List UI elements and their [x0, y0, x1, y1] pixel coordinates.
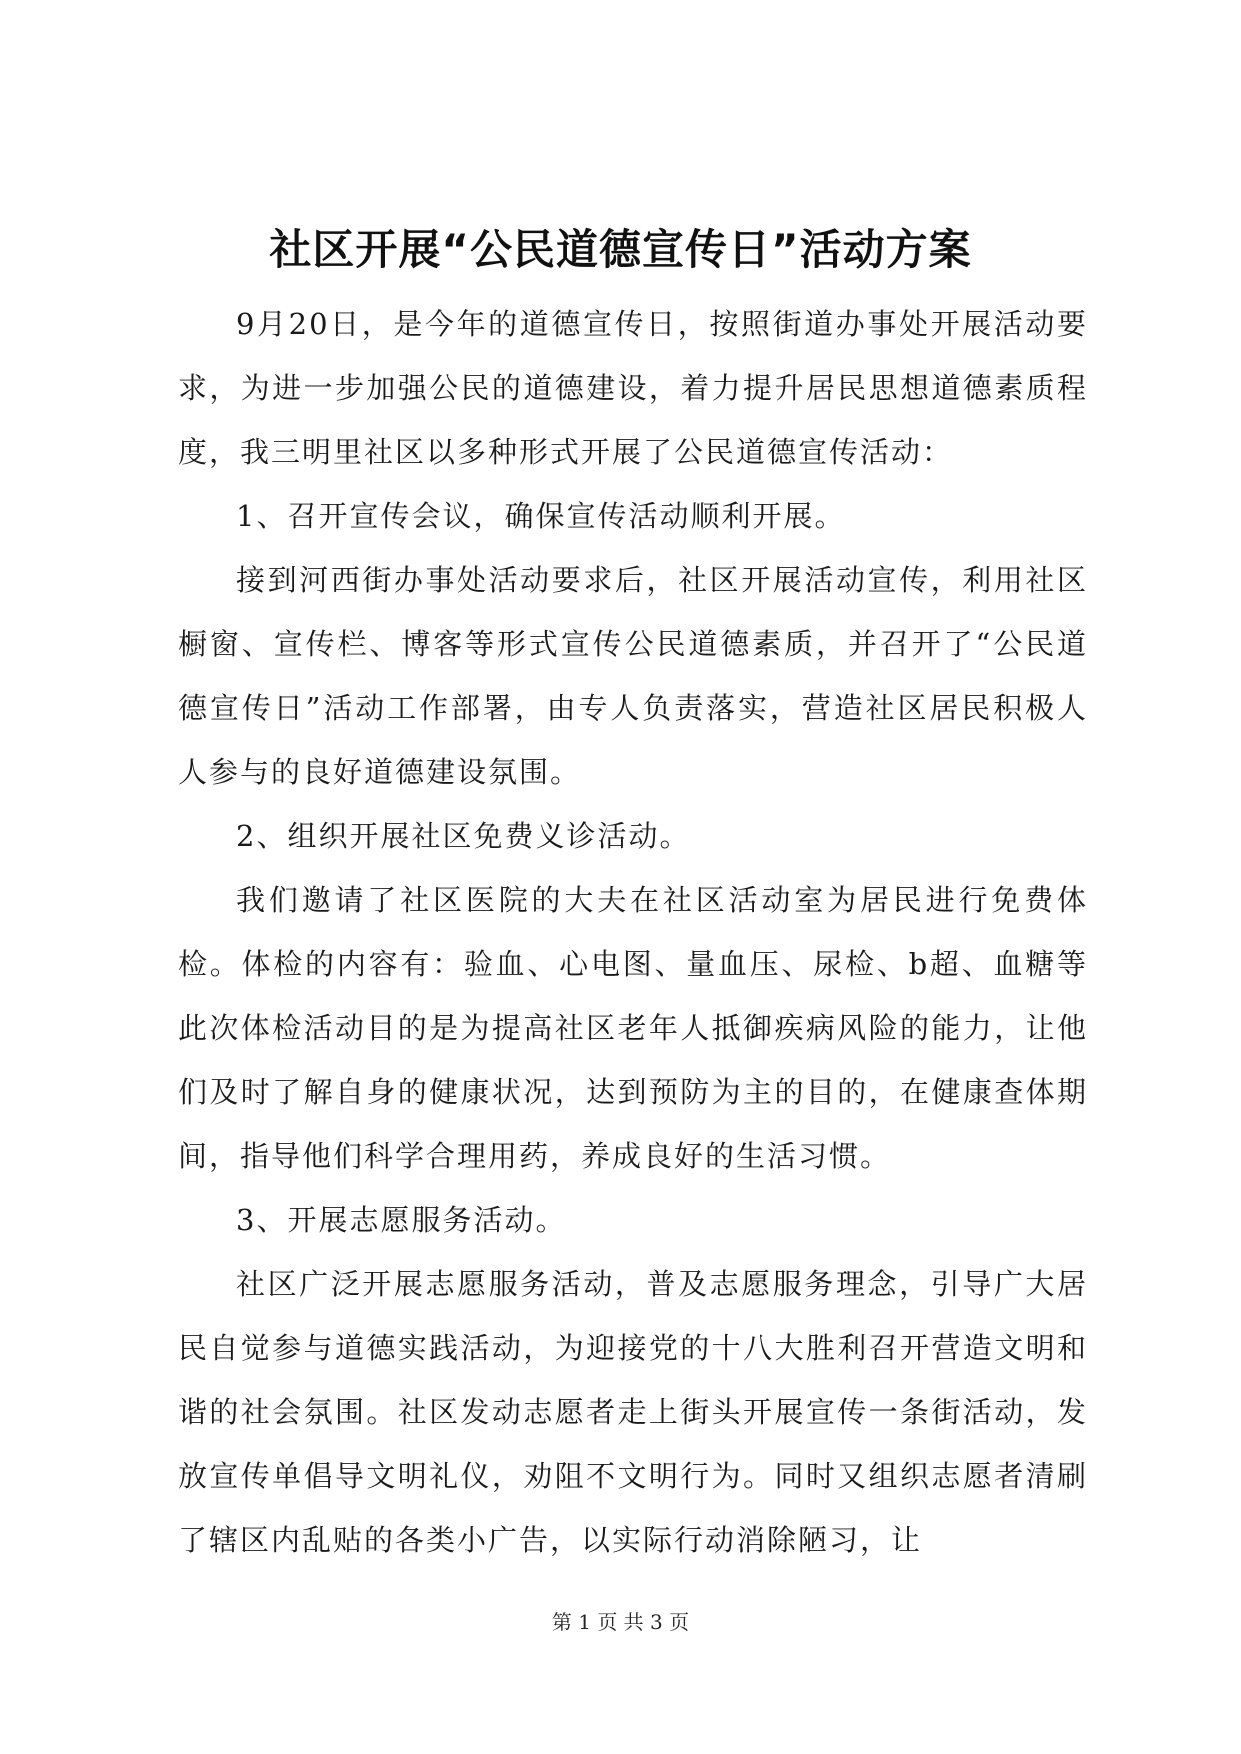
document-title: 社区开展“公民道德宣传日”活动方案 — [269, 225, 972, 274]
page-footer: 第 1 页 共 3 页 — [551, 1610, 690, 1634]
paragraph-intro: 9月20日，是今年的道德宣传日，按照街道办事处开展活动要求，为进一步加强公民的道德建设，着力提升居民思想道德素质程度，我三明里社区以多种形式开展了公民道德宣传活动： — [178, 307, 1088, 469]
paragraph-heading-3: 3、开展志愿服务活动。 — [236, 1203, 567, 1237]
document-body — [178, 292, 1088, 1572]
paragraph-heading-1: 1、召开宣传会议，确保宣传活动顺利开展。 — [236, 499, 846, 533]
paragraph-section-3: 社区广泛开展志愿服务活动，普及志愿服务理念，引导广大居民自觉参与道德实践活动，为迎接党的十八大胜利召开营造文明和谐的社会氛围。社区发动志愿者走上街头开展宣传一条街活动，发放宣传单倡导文明礼仪，劝阻不文明行为。同时又组织志愿者清刷了辖区内乱贴的各类小广告，以实际行动消除陋习，让 — [178, 1267, 1088, 1557]
paragraph-section-2: 我们邀请了社区医院的大夫在社区活动室为居民进行免费体检。体检的内容有：验血、心电图、量血压、尿检、b超、血糖等此次体检活动目的是为提高社区老年人抵御疾病风险的能力，让他们及时了解自身的健康状况，达到预防为主的目的，在健康查体期间，指导他们科学合理用药，养成良好的生活习惯。 — [178, 883, 1088, 1173]
paragraph-heading-2: 2、组织开展社区免费义诊活动。 — [236, 819, 691, 853]
paragraph-section-1: 接到河西街办事处活动要求后，社区开展活动宣传，利用社区橱窗、宣传栏、博客等形式宣传公民道德素质，并召开了“公民道德宣传日”活动工作部署，由专人负责落实，营造社区居民积极人人参与的良好道德建设氛围。 — [178, 563, 1088, 789]
